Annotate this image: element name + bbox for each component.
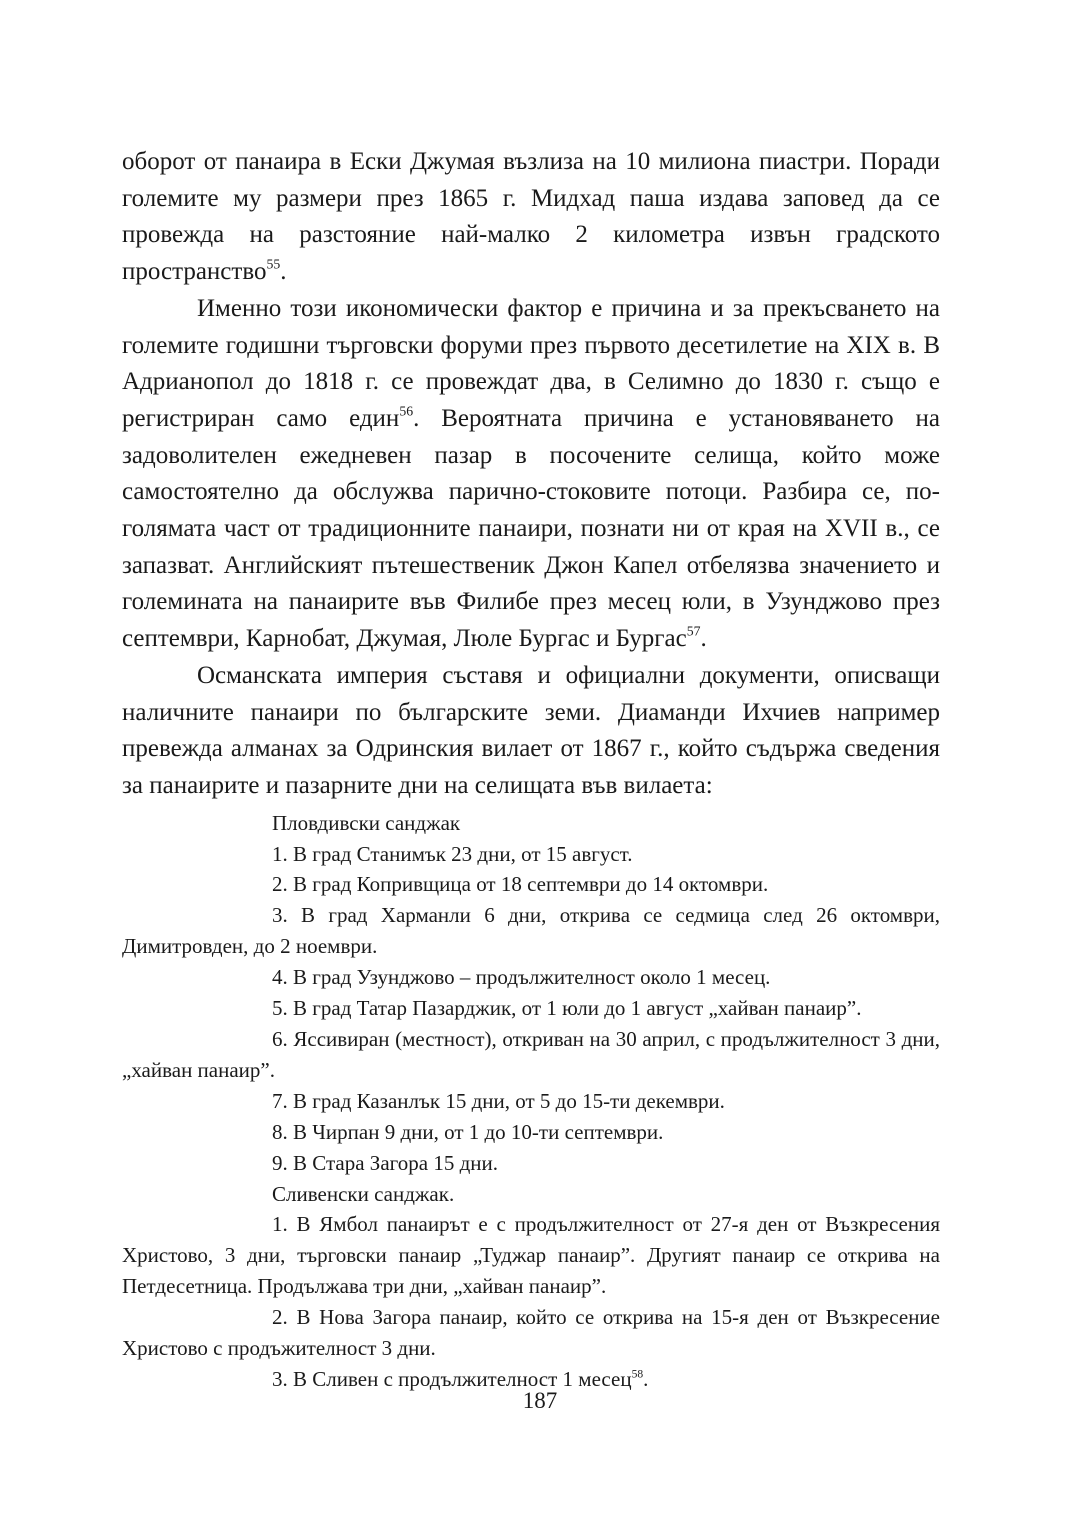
paragraph-1 (122, 144, 940, 291)
list-item: 7. В град Казанлък 15 дни, от 5 до 15-ти декември. (272, 1088, 725, 1113)
page-number: 187 (522, 1388, 558, 1413)
paragraph-3: Османската империя съставя и официални документи, описващи наличните панаири по българските земи. Диаманди Ихчиев например превежда алманах за Одринския вилает от 1867 г., който съдържа сведения за панаирите и пазарните дни на селищата във вилаета: (122, 661, 940, 799)
footnote-ref-56[interactable]: 56 (399, 403, 414, 419)
list-item: 4. В град Узунджово – продължителност около 1 месец. (272, 965, 771, 990)
list-item-last-end: . (643, 1366, 649, 1391)
paragraph-2-text: Именно този икономически фактор е причина и за прекъсването на големите годишни търговски форуми през първото десетилетие на XIX в. В Адрианопол до 1818 г. се провеждат два, в Селимно до 1830 г. също е регистриран само един (122, 294, 940, 432)
footnote-ref-55[interactable]: 55 (266, 256, 281, 272)
list-item: 5. В град Татар Пазарджик, от 1 юли до 1 август „хайван панаир”. (272, 996, 862, 1021)
paragraph-1-end: . (280, 258, 287, 286)
list-heading-sliven: Сливенски санджак. (272, 1181, 455, 1206)
list-heading-plovdiv: Пловдивски санджак (272, 810, 461, 835)
list-item: 6. Яссивиран (местност), откриван на 30 април, с продължителност 3 дни, „хайван панаир”. (122, 1027, 940, 1082)
footnote-ref-58[interactable]: 58 (631, 1368, 644, 1381)
list-item: 9. В Стара Загора 15 дни. (272, 1150, 498, 1175)
paragraph-1-text: оборот от панаира в Ески Джумая възлиза на 10 милиона пиастри. Поради големите му размери през 1865 г. Мидхад паша издава заповед да се провежда на разстояние най-малко 2 километра извън градското пространство (122, 148, 940, 286)
list-item: 3. В град Харманли 6 дни, открива се седмица след 26 октомври, Димитровден, до 2 ноември. (122, 903, 940, 959)
list-item: 2. В Нова Загора панаир, който се открива на 15-я ден от Възкресение Христово с продъжителност 3 дни. (122, 1305, 940, 1361)
paragraph-2 (122, 291, 940, 658)
main-text (122, 144, 940, 805)
list-item: 2. В град Копривщица от 18 септември до 14 октомври. (272, 872, 769, 897)
list-item: 1. В град Станимък 23 дни, от 15 август. (272, 841, 633, 866)
paragraph-2-end: . (700, 625, 707, 653)
list-item: 1. В Ямбол панаирът е с продължителност от 27-я ден от Възкресения Христово, 3 дни, търговски панаир „Туджар панаир”. Другият панаир се открива на Петдесетница. Продължава три дни, „хайван панаир”. (122, 1212, 940, 1299)
page-body (122, 144, 940, 1395)
fair-list (122, 808, 940, 1395)
list-item: 8. В Чирпан 9 дни, от 1 до 10-ти септември. (272, 1119, 664, 1144)
list-item-last-text: 3. В Сливен с продължителност 1 месец (272, 1366, 632, 1391)
paragraph-2-rest: . Вероятната причина е установяването на задоволителен ежедневен пазар в посочените селища, който може самостоятелно да обслужва парично-стоковите потоци. Разбира се, по-голямата част от традиционните панаири, познати ни от края на XVII в., се запазват. Английският пътешественик Джон Капел отбелязва значението и големината на панаирите във Филибе през месец юли, в Узунджово през септември, Карнобат, Джумая, Люле Бургас и Бургас (122, 404, 940, 653)
footnote-ref-57[interactable]: 57 (686, 623, 701, 639)
